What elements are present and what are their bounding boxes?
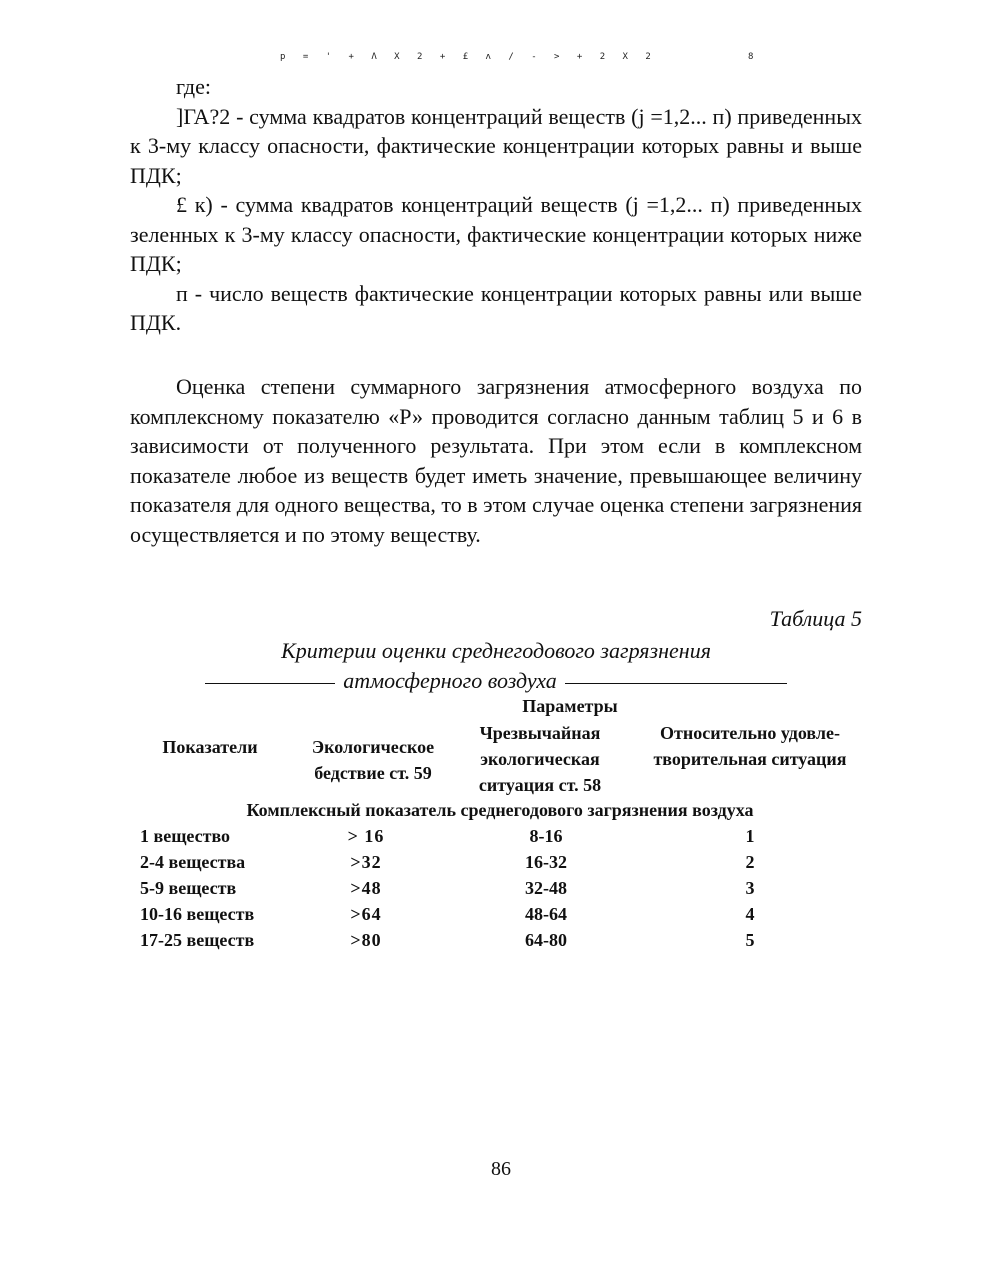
table-body xyxy=(130,826,870,956)
cell-emergency: 64-80 xyxy=(525,930,567,950)
table-row xyxy=(130,826,870,852)
cell-eco-disaster: >48 xyxy=(350,878,382,898)
table-title xyxy=(130,636,862,696)
column-header-eco-line-1: Экологическое xyxy=(311,737,435,757)
table-row xyxy=(130,904,870,930)
column-header-rel-line-2: творительная ситуация xyxy=(653,749,847,769)
table-title-line-2-wrap xyxy=(130,666,862,696)
column-header-indicators: Показатели xyxy=(162,737,258,757)
column-header-emer-line-1: Чрезвычайная xyxy=(479,723,601,743)
cell-eco-disaster: >32 xyxy=(350,852,382,872)
cell-emergency: 8-16 xyxy=(529,826,563,846)
cell-relatively-satisfactory: 1 xyxy=(745,826,755,846)
column-header-eco-line-2: бедствие ст. 59 xyxy=(314,763,432,783)
cell-emergency: 48-64 xyxy=(525,904,567,924)
title-rule-left xyxy=(205,682,335,684)
cell-substances: 2-4 вещества xyxy=(140,852,246,872)
parameters-header: Параметры xyxy=(522,696,618,716)
cell-relatively-satisfactory: 4 xyxy=(745,904,755,924)
cell-substances: 17-25 веществ xyxy=(140,930,255,950)
assessment-paragraph-block xyxy=(130,372,862,549)
page-number: 86 xyxy=(491,1158,511,1180)
table-subheader: Комплексный показатель среднегодового загрязнения воздуха xyxy=(246,800,754,820)
cell-emergency: 16-32 xyxy=(525,852,567,872)
cell-relatively-satisfactory: 2 xyxy=(745,852,755,872)
cell-eco-disaster: >64 xyxy=(350,904,382,924)
column-header-emergency xyxy=(456,720,624,798)
where-label: где: xyxy=(176,74,211,99)
cell-eco-disaster: >80 xyxy=(350,930,382,950)
definition-item-1: ]ГА?2 - сумма квадратов концентраций веществ (j =1,2... п) приведенных к 3-му классу опасности, фактические концентрации которых равны и выше ПДК; xyxy=(130,103,862,188)
definition-item-2: £ к) - сумма квадратов концентраций веществ (j =1,2... п) приведенных зеленных к 3-му классу опасности, фактические концентрации которых ниже ПДК; xyxy=(130,192,862,276)
cell-substances: 5-9 веществ xyxy=(140,878,237,898)
column-header-relatively-satisfactory xyxy=(630,720,870,772)
table-row xyxy=(130,930,870,956)
cell-eco-disaster: > 16 xyxy=(347,826,385,846)
column-header-rel-line-1: Относительно удовле- xyxy=(660,723,840,743)
cell-substances: 1 вещество xyxy=(140,826,231,846)
formula-number: 8 xyxy=(748,52,754,62)
table-row xyxy=(130,852,870,878)
column-header-ecological-disaster xyxy=(296,734,450,786)
title-rule-right xyxy=(565,682,787,684)
definition-item-3: п - число веществ фактические концентрации которых равны или выше ПДК. xyxy=(130,280,862,335)
table-title-line-2: атмосферного воздуха xyxy=(343,668,557,693)
cell-emergency: 32-48 xyxy=(525,878,567,898)
table-row xyxy=(130,878,870,904)
column-header-emer-line-3: ситуация ст. 58 xyxy=(478,775,602,795)
cell-relatively-satisfactory: 5 xyxy=(745,930,755,950)
formula-line: р = ' + Λ Х 2 + £ ʌ / - > + 2 Х 2 xyxy=(280,52,657,62)
column-header-emer-line-2: экологическая xyxy=(480,749,600,769)
cell-substances: 10-16 веществ xyxy=(140,904,255,924)
table-title-line-1: Критерии оценки среднегодового загрязнения xyxy=(281,638,711,663)
assessment-paragraph: Оценка степени суммарного загрязнения атмосферного воздуха по комплексному показателю «Р» проводится согласно данным таблиц 5 и 6 в зависимости от полученного результата. При этом если в комплексном показателе любое из веществ будет иметь значение, превышающее величину показателя для одного вещества, то в этом случае оценка степени загрязнения осуществляется и по этому веществу. xyxy=(130,374,862,547)
table-label: Таблица 5 xyxy=(769,606,862,631)
cell-relatively-satisfactory: 3 xyxy=(745,878,755,898)
definitions-block xyxy=(130,72,862,338)
